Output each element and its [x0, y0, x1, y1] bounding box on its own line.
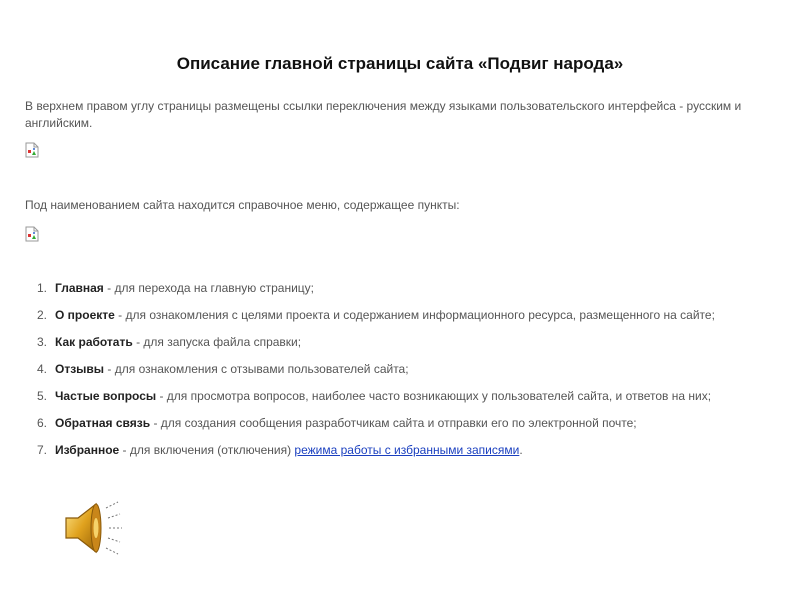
item-description: - для ознакомления с отзывами пользователей сайта; [104, 362, 409, 376]
item-description: - для ознакомления с целями проекта и содержанием информационного ресурса, размещенного на сайте; [114, 308, 715, 322]
item-description: - для включения (отключения) [119, 443, 295, 457]
item-description: - для просмотра вопросов, наиболее часто возникающих у пользователей сайта, и ответов на них; [156, 389, 712, 403]
item-description: - для перехода на главную страницу; [103, 281, 314, 295]
item-number: 1. [37, 281, 48, 295]
item-term: Отзывы [55, 362, 105, 376]
list-item [25, 307, 765, 334]
item-number: 7. [37, 443, 48, 457]
item-term: О проекте [55, 308, 115, 322]
page-title: Описание главной страницы сайта «Подвиг народа» [176, 54, 624, 73]
list-item [25, 334, 765, 361]
list-item [25, 442, 765, 469]
list-item [25, 361, 765, 388]
item-description: - для запуска файла справки; [132, 335, 302, 349]
list-item [25, 415, 765, 442]
broken-image-icon [25, 226, 39, 242]
item-description: - для создания сообщения разработчикам сайта и отправки его по электронной почте; [150, 416, 637, 430]
favorites-mode-link[interactable]: режима работы с избранными записями [294, 443, 520, 457]
item-term: Главная [55, 281, 104, 295]
item-term: Как работать [55, 335, 133, 349]
item-tail: . [519, 443, 523, 457]
item-number: 4. [37, 362, 48, 376]
item-term: Частые вопросы [55, 389, 157, 403]
item-number: 5. [37, 389, 48, 403]
list-item [25, 388, 765, 415]
item-number: 3. [37, 335, 48, 349]
item-term: Обратная связь [55, 416, 151, 430]
intro-paragraph: В верхнем правом углу страницы размещены ссылки переключения между языками пользовательского интерфейса - русским и английским. [25, 99, 742, 130]
item-number: 6. [37, 416, 48, 430]
help-menu-list [25, 280, 765, 469]
list-item [25, 280, 765, 307]
broken-image-icon [25, 142, 39, 158]
item-term: Избранное [55, 443, 120, 457]
menu-intro-paragraph: Под наименованием сайта находится справочное меню, содержащее пункты: [25, 198, 460, 212]
speaker-icon[interactable] [60, 498, 124, 558]
item-number: 2. [37, 308, 48, 322]
